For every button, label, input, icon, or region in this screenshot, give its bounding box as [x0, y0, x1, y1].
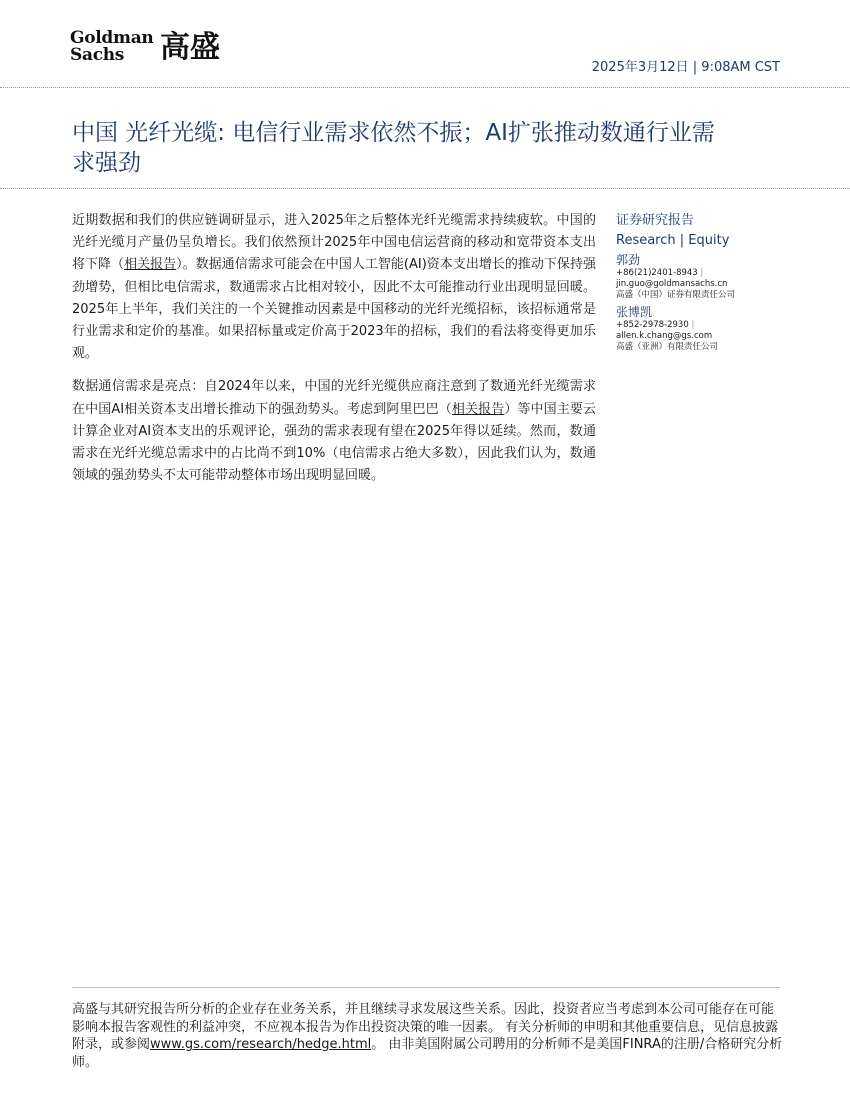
- sidebar-subtitle: Research | Equity: [616, 233, 730, 248]
- p1-text-b: ）。数据通信需求可能会在中国人工智能(AI)资本支出增长的推动下保持强劲增势，但相比电信需求，数通需求占比相对较小，因此不太可能推动行业出现明显回暖。2025年上半年，我们关注的一个关键推动因素是中国移动的光纤光缆招标，该招标通常是行业需求和定价的基准。如果招标量或定价高于2023年的招标，我们的看法将变得更加乐观。: [72, 257, 596, 362]
- logo-english-line2: Sachs: [70, 45, 125, 65]
- disclaimer: [72, 1001, 784, 1071]
- analyst-phone-line: [616, 320, 786, 331]
- p2-text-a: 数据通信需求是亮点：自2024年以来，中国的光纤光缆供应商注意到了数通光纤光缆需求在中国AI相关资本支出增长推动下的强劲势头。考虑到阿里巴巴（: [72, 379, 596, 417]
- disclaimer-text-b: 。 由非美国附属公司聘用的分析师不是美国FINRA的注册/合格研究分析师。: [72, 1037, 783, 1070]
- body-paragraph-2: [72, 376, 596, 487]
- body-paragraph-1: [72, 210, 596, 365]
- goldman-sachs-logo: [70, 30, 220, 72]
- disclaimer-text-a: 高盛与其研究报告所分析的企业存在业务关系，并且继续寻求发展这些关系。因此，投资者应当考虑到本公司可能存在可能影响本报告客观性的利益冲突，不应视本报告为作出投资决策的唯一因素。 有关分析师的申明和其他重要信息，见信息披露附录，或参阅: [72, 1002, 779, 1052]
- analyst-phone: +852-2978-2930: [616, 320, 689, 330]
- analyst-email[interactable]: allen.k.chang@gs.com: [616, 331, 713, 341]
- report-datetime: 2025年3月12日 | 9:08AM CST: [591, 60, 780, 75]
- analyst-name: 郭劲: [616, 253, 641, 267]
- analyst-company: 高盛（亚洲）有限责任公司: [616, 342, 719, 352]
- p2-text-b: ）等中国主要云计算企业对AI资本支出的乐观评论，强劲的需求表现有望在2025年得以延续。然而，数通需求在光纤光缆总需求中的占比尚不到10%（电信需求占绝大多数），因此我们认为，数通领域的强劲势头不太可能带动整体市场出现明显回暖。: [72, 401, 596, 484]
- report-body: [72, 210, 596, 498]
- p1-text-a: 近期数据和我们的供应链调研显示，进入2025年之后整体光纤光缆需求持续疲软。中国的光纤光缆月产量仍呈负增长。我们依然预计2025年中国电信运营商的移动和宽带资本支出将下降（: [72, 213, 596, 273]
- separator: |: [700, 268, 704, 278]
- analyst-2: [616, 305, 786, 353]
- header-divider: [0, 87, 850, 88]
- sidebar: [616, 211, 786, 357]
- analyst-phone-line: [616, 268, 786, 279]
- analyst-email[interactable]: jin.guo@goldmansachs.cn: [616, 279, 728, 289]
- analyst-company: 高盛（中国）证券有限责任公司: [616, 290, 736, 300]
- logo-english-line1: Goldman: [70, 28, 154, 48]
- sidebar-title: 证券研究报告: [616, 213, 695, 228]
- analyst-phone: +86(21)2401-8943: [616, 268, 698, 278]
- hedge-disclosure-link[interactable]: www.gs.com/research/hedge.html: [150, 1037, 372, 1052]
- footer-divider: [72, 987, 780, 988]
- separator: |: [691, 320, 695, 330]
- report-title: 中国 光纤光缆: 电信行业需求依然不振；AI扩张推动数通行业需求强劲: [72, 120, 715, 176]
- title-divider: [0, 188, 850, 189]
- analyst-name: 张博凯: [616, 305, 653, 319]
- related-report-link-1[interactable]: 相关报告: [124, 257, 177, 273]
- analyst-1: [616, 253, 786, 301]
- related-report-link-2[interactable]: 相关报告: [451, 401, 505, 417]
- logo-english: [70, 30, 153, 64]
- logo-chinese: 高盛: [160, 30, 220, 65]
